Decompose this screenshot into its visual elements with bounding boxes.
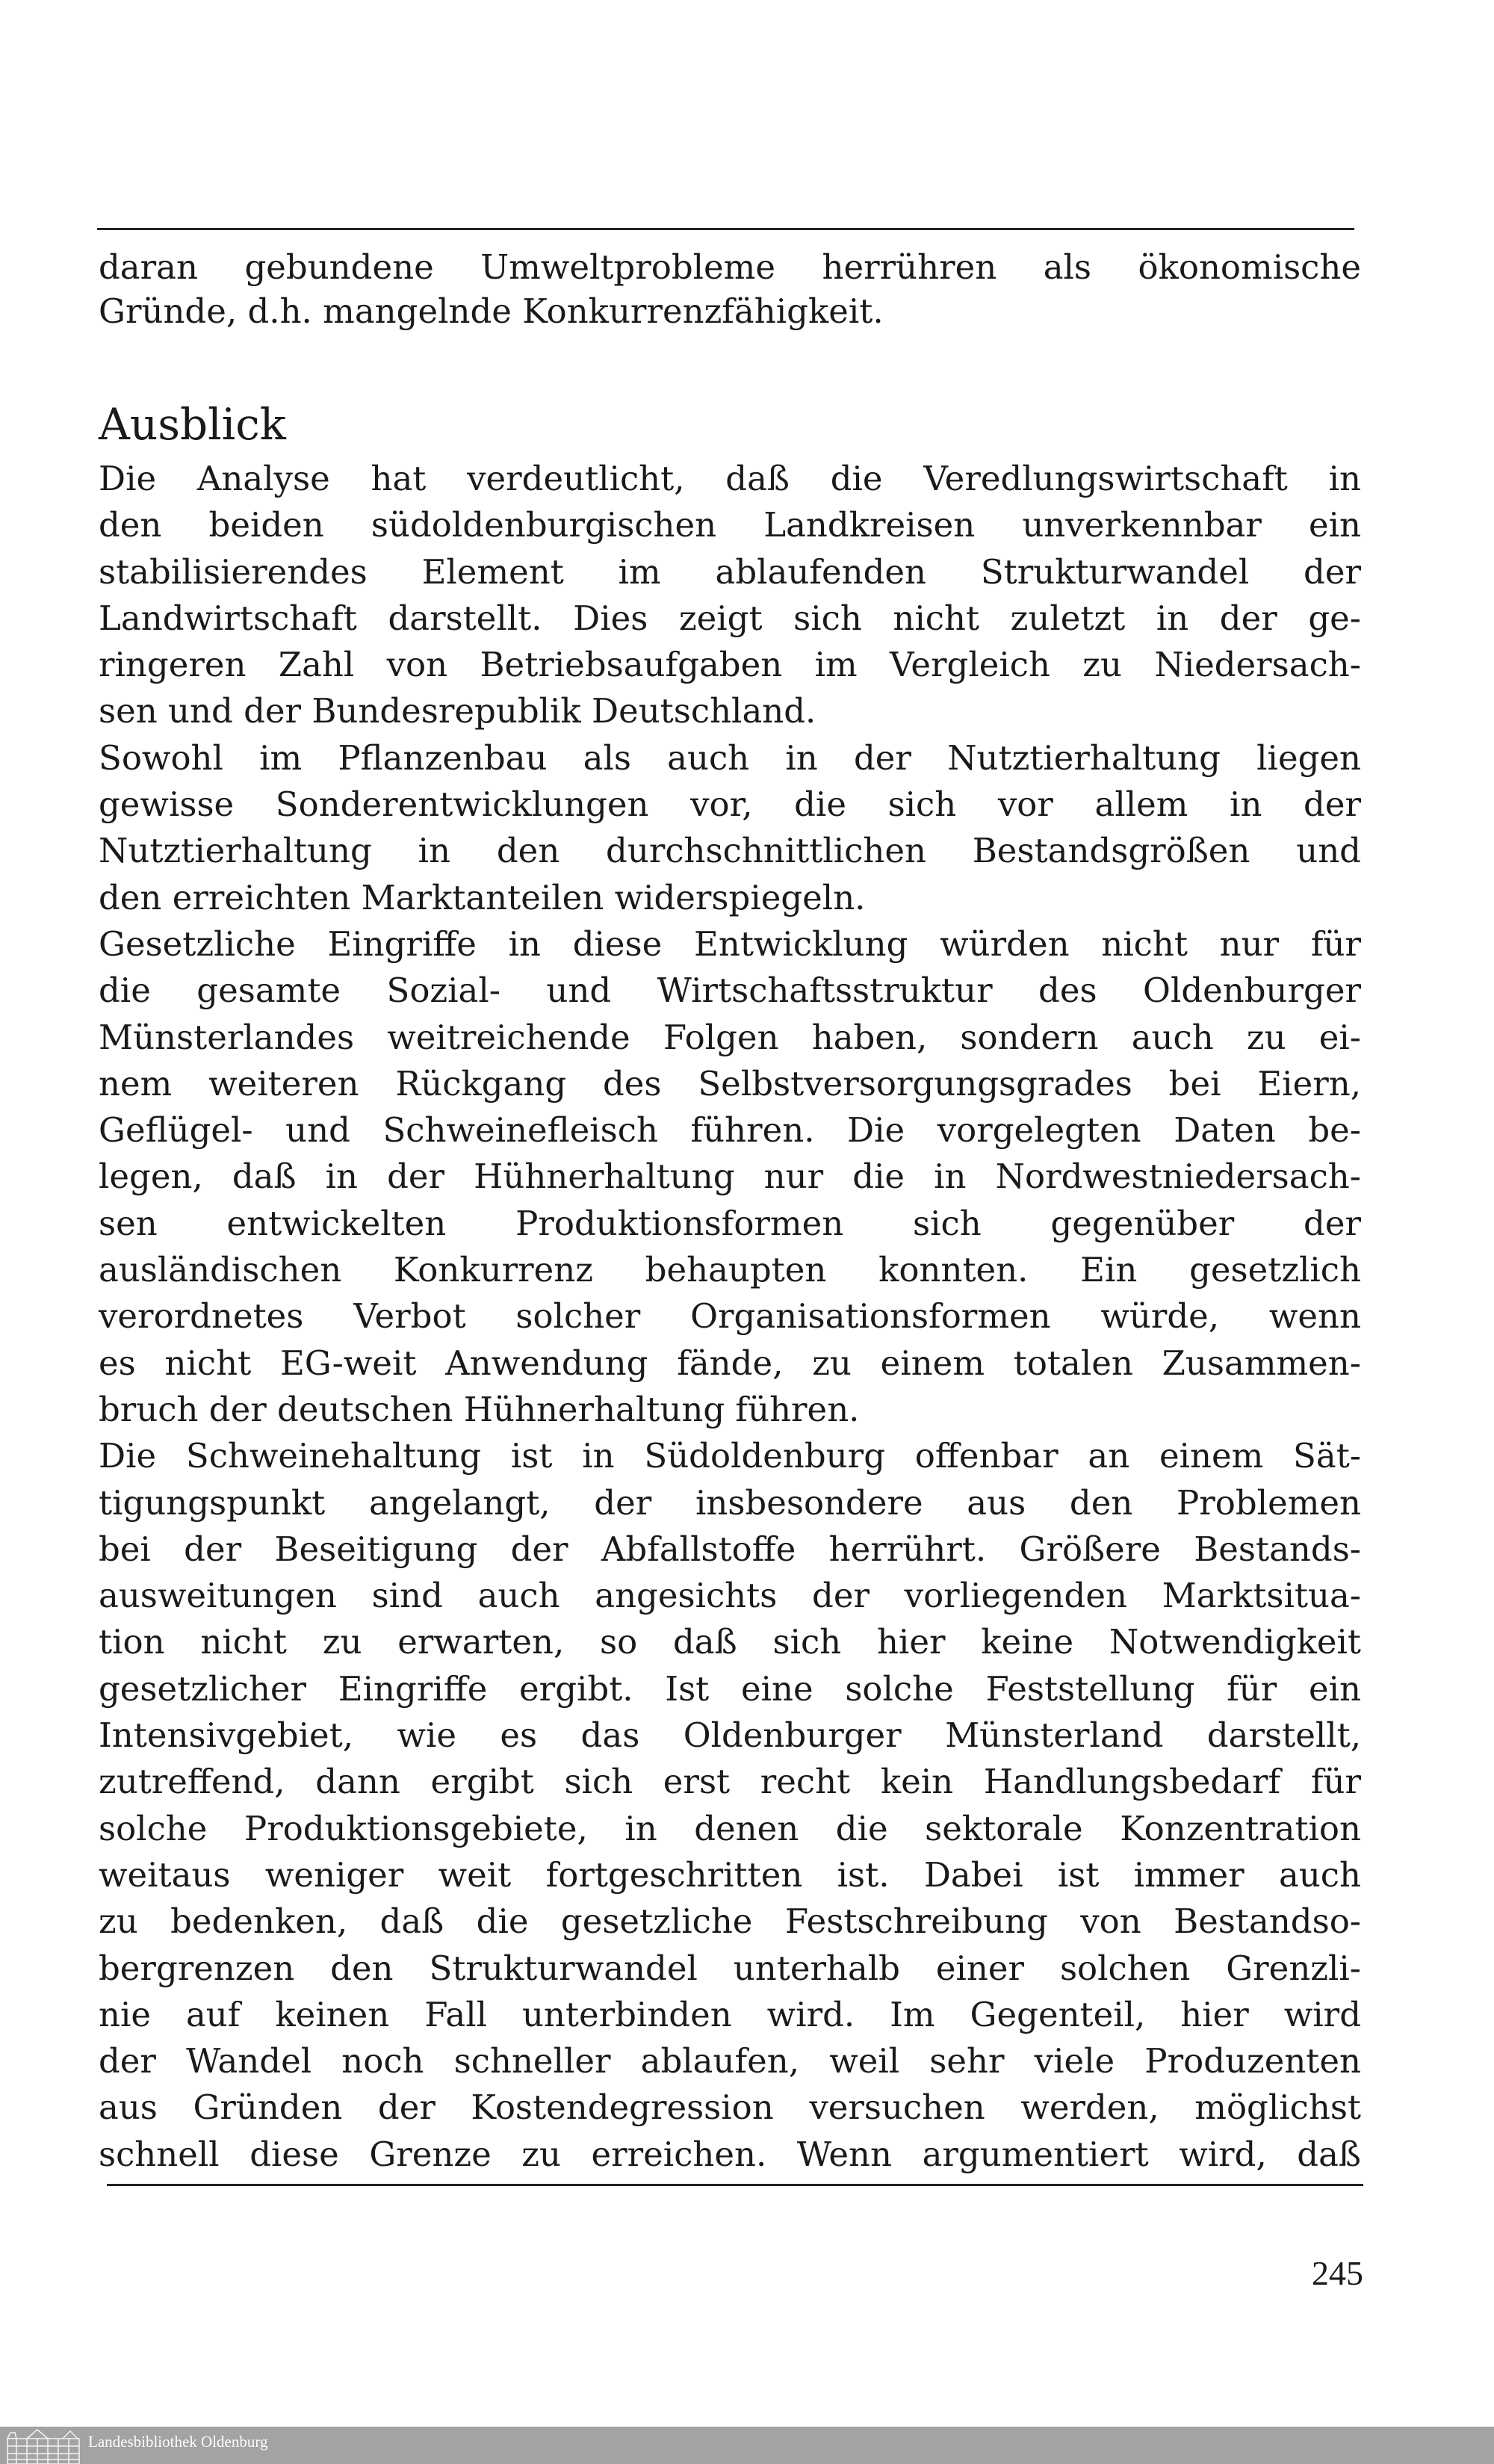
text-line: solche Produktionsgebiete, in denen die sektorale Konzentration: [99, 1808, 1361, 1848]
text-line: nie auf keinen Fall unterbinden wird. Im Gegenteil, hier wird: [99, 1994, 1361, 2034]
text-line: die gesamte Sozial- und Wirtschaftsstruktur des Oldenburger: [99, 971, 1361, 1011]
text-line: den erreichten Marktanteilen widerspiegeln.: [99, 877, 866, 917]
paragraph: [99, 1433, 1361, 2178]
text-line: daran gebundene Umweltprobleme herrühren als ökonomische: [99, 247, 1361, 287]
text-line: tion nicht zu erwarten, so daß sich hier keine Notwendigkeit: [99, 1622, 1361, 1662]
paragraph: [99, 735, 1361, 921]
text-line: Münsterlandes weitreichende Folgen haben, sondern auch zu ei-: [99, 1017, 1361, 1057]
text-line: zu bedenken, daß die gesetzliche Festschreibung von Bestandso-: [99, 1901, 1361, 1942]
text-line: sen und der Bundesrepublik Deutschland.: [99, 691, 816, 731]
text-line: ausländischen Konkurrenz behaupten konnten. Ein gesetzlich: [99, 1250, 1361, 1290]
text-line: Die Schweinehaltung ist in Südoldenburg offenbar an einem Sät-: [99, 1436, 1361, 1476]
bottom-rule: [107, 2184, 1363, 2186]
paragraph: [99, 456, 1361, 735]
paragraph-continuation: [99, 244, 1361, 335]
text-line: nem weiteren Rückgang des Selbstversorgungsgrades bei Eiern,: [99, 1063, 1361, 1103]
text-line: gewisse Sonderentwicklungen vor, die sich vor allem in der: [99, 784, 1361, 825]
page-number: 245: [1312, 2254, 1363, 2292]
text-line: der Wandel noch schneller ablaufen, weil sehr viele Produzenten: [99, 2041, 1361, 2081]
text-line: Sowohl im Pflanzenbau als auch in der Nutztierhaltung liegen: [99, 737, 1361, 778]
text-line: stabilisierendes Element im ablaufenden Strukturwandel der: [99, 551, 1361, 592]
text-line: Nutztierhaltung in den durchschnittlichen Bestandsgrößen und: [99, 831, 1361, 871]
text-line: zutreffend, dann ergibt sich erst recht kein Handlungsbedarf für: [99, 1762, 1361, 1802]
top-rule: [97, 228, 1354, 230]
library-name: Landesbibliothek Oldenburg: [88, 2433, 268, 2451]
text-line: ausweitungen sind auch angesichts der vorliegenden Marktsitua-: [99, 1576, 1361, 1616]
text-line: gesetzlicher Eingriffe ergibt. Ist eine solche Feststellung für ein: [99, 1668, 1361, 1709]
paragraph: [99, 244, 1361, 335]
text-line: bergrenzen den Strukturwandel unterhalb einer solchen Grenzli-: [99, 1948, 1361, 1988]
text-line: aus Gründen der Kostendegression versuchen werden, möglichst: [99, 2087, 1361, 2128]
library-footer: [0, 2427, 1494, 2464]
paragraph: [99, 921, 1361, 1433]
text-line: Gesetzliche Eingriffe in diese Entwicklung würden nicht nur für: [99, 923, 1361, 964]
text-line: legen, daß in der Hühnerhaltung nur die in Nordwestniedersach-: [99, 1157, 1361, 1197]
text-line: Intensivgebiet, wie es das Oldenburger Münsterland darstellt,: [99, 1715, 1361, 1756]
text-line: weitaus weniger weit fortgeschritten ist. Dabei ist immer auch: [99, 1854, 1361, 1895]
text-line: bruch der deutschen Hühnerhaltung führen.: [99, 1389, 860, 1429]
text-line: sen entwickelten Produktionsformen sich gegenüber der: [99, 1203, 1361, 1243]
text-line: schnell diese Grenze zu erreichen. Wenn argumentiert wird, daß: [99, 2134, 1361, 2174]
text-line: bei der Beseitigung der Abfallstoffe herrührt. Größere Bestands-: [99, 1529, 1361, 1569]
text-line: tigungspunkt angelangt, der insbesondere aus den Problemen: [99, 1482, 1361, 1523]
text-line: Landwirtschaft darstellt. Dies zeigt sich nicht zuletzt in der ge-: [99, 598, 1361, 638]
section-body: [99, 456, 1361, 2178]
text-line: es nicht EG-weit Anwendung fände, zu einem totalen Zusammen-: [99, 1343, 1361, 1383]
section-heading: Ausblick: [99, 399, 286, 450]
text-line: den beiden südoldenburgischen Landkreisen unverkennbar ein: [99, 505, 1361, 545]
text-line: verordnetes Verbot solcher Organisationsformen würde, wenn: [99, 1296, 1361, 1337]
text-line: ringeren Zahl von Betriebsaufgaben im Vergleich zu Niedersach-: [99, 645, 1361, 685]
text-line: Geflügel- und Schweinefleisch führen. Die vorgelegten Daten be-: [99, 1110, 1361, 1151]
text-line: Die Analyse hat verdeutlicht, daß die Veredlungswirtschaft in: [99, 459, 1361, 498]
library-building-logo: [4, 2428, 82, 2464]
text-line: Gründe, d.h. mangelnde Konkurrenzfähigkeit.: [99, 291, 884, 331]
